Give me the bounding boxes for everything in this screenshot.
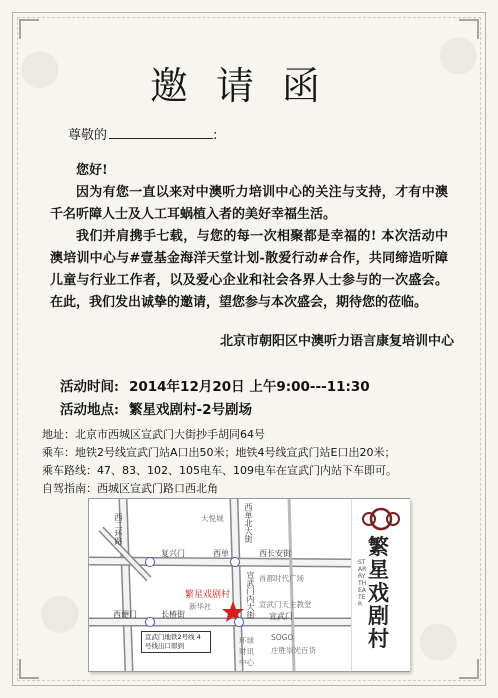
venue-label: 繁星戏剧村 (185, 590, 231, 600)
address-line: 地址：北京市西城区宣武门大街抄手胡同64号 (42, 428, 265, 441)
theater-name: 繁星戏剧村 (368, 534, 389, 651)
event-time-label: 活动时间: (60, 379, 119, 395)
letter-paragraph-1: 因为有您一直以来对中澳听力培训中心的关注与支持，才有中澳千名听障人士及人工耳蜗植入者的美好幸福生活。 (50, 185, 448, 222)
location-map (88, 498, 410, 672)
landmark-xinhua: 新华社 (189, 602, 212, 611)
salutation-colon: : (213, 128, 218, 143)
landmark-huanqiu: 环球财讯中心 (239, 636, 254, 667)
corner-ornament (19, 659, 39, 679)
road-label-xuanwumen: 宣武门 (269, 612, 293, 621)
greeting: 您好! (76, 163, 108, 178)
bus-line: 乘车路线：47、83、102、105电车、109电车在宣武门内站下车即可。 (42, 464, 397, 477)
road-label-xichangan: 西长安街 (259, 549, 291, 558)
event-time-value: 2014年12月20日 上午9:00---11:30 (128, 379, 370, 395)
driving-line: 自驾指南：西城区宣武门路口西北角 (42, 482, 218, 495)
organization-signature: 北京市朝阳区中澳听力语言康复培训中心 (219, 334, 454, 349)
event-place-value: 繁星戏剧村-2号剧场 (128, 402, 252, 418)
directions (42, 426, 462, 498)
road-label-xidanbei: 西单北大街 (244, 503, 253, 543)
theater-english-name: STARRY THEATER (358, 559, 367, 608)
subway-station-icon (230, 557, 240, 567)
salutation-line (68, 124, 217, 143)
road-label-xuanwumennei: 宣武门内大街 (246, 571, 255, 619)
theater-logo-panel (351, 499, 410, 671)
corner-ornament (459, 19, 479, 39)
salutation-text: 尊敬的 (68, 128, 108, 143)
landmark-zhuangsheng: 庄胜崇光百货 (271, 646, 316, 655)
letter-body (50, 160, 448, 314)
subway-station-icon (145, 617, 155, 627)
road-label-changchunjie: 长椿街 (161, 610, 185, 619)
landmark-xuanwu-church: 宣武门天主教堂 (259, 600, 312, 609)
road-label-fuxingmen: 复兴门 (161, 549, 185, 558)
subway-station-icon (234, 617, 244, 627)
road-label-xidan: 西单 (213, 549, 229, 558)
landmark-shoudu: 首都时代广场 (259, 574, 304, 583)
page-title: 邀请函 (149, 64, 348, 108)
landmark-sogo: SOGO (271, 633, 294, 642)
corner-ornament (459, 659, 479, 679)
name-blank (109, 126, 213, 139)
subway-station-icon (145, 557, 155, 567)
event-place-label: 活动地点: (60, 402, 119, 418)
event-time (60, 375, 370, 395)
road-label-xibianmen: 西便门 (113, 610, 137, 619)
landmark-dacheng: 大悦城 (201, 514, 224, 523)
road-label-xierhuan: 西二环路 (114, 513, 123, 545)
event-place (60, 398, 252, 418)
subway-line: 乘车：地铁2号线宣武门站A口出50米；地铁4号线宣武门站E口出20米； (42, 446, 396, 459)
theater-logo-icon (361, 507, 401, 531)
corner-ornament (19, 19, 39, 39)
subway-callout: 宣武门地铁2号线 4号线出口即到 (141, 631, 211, 653)
letter-paragraph-2: 我们并肩携手七载，与您的每一次相聚都是幸福的! 本次活动中澳培训中心与#壹基金海洋天堂计划-散爱行动#合作，共同缔造听障儿童与行业工作者，以及爱心企业和社会各界人士参与的一次盛会。在此，我们发出诚挚的邀请，望您参与本次盛会，期待您的莅临。 (50, 229, 448, 310)
